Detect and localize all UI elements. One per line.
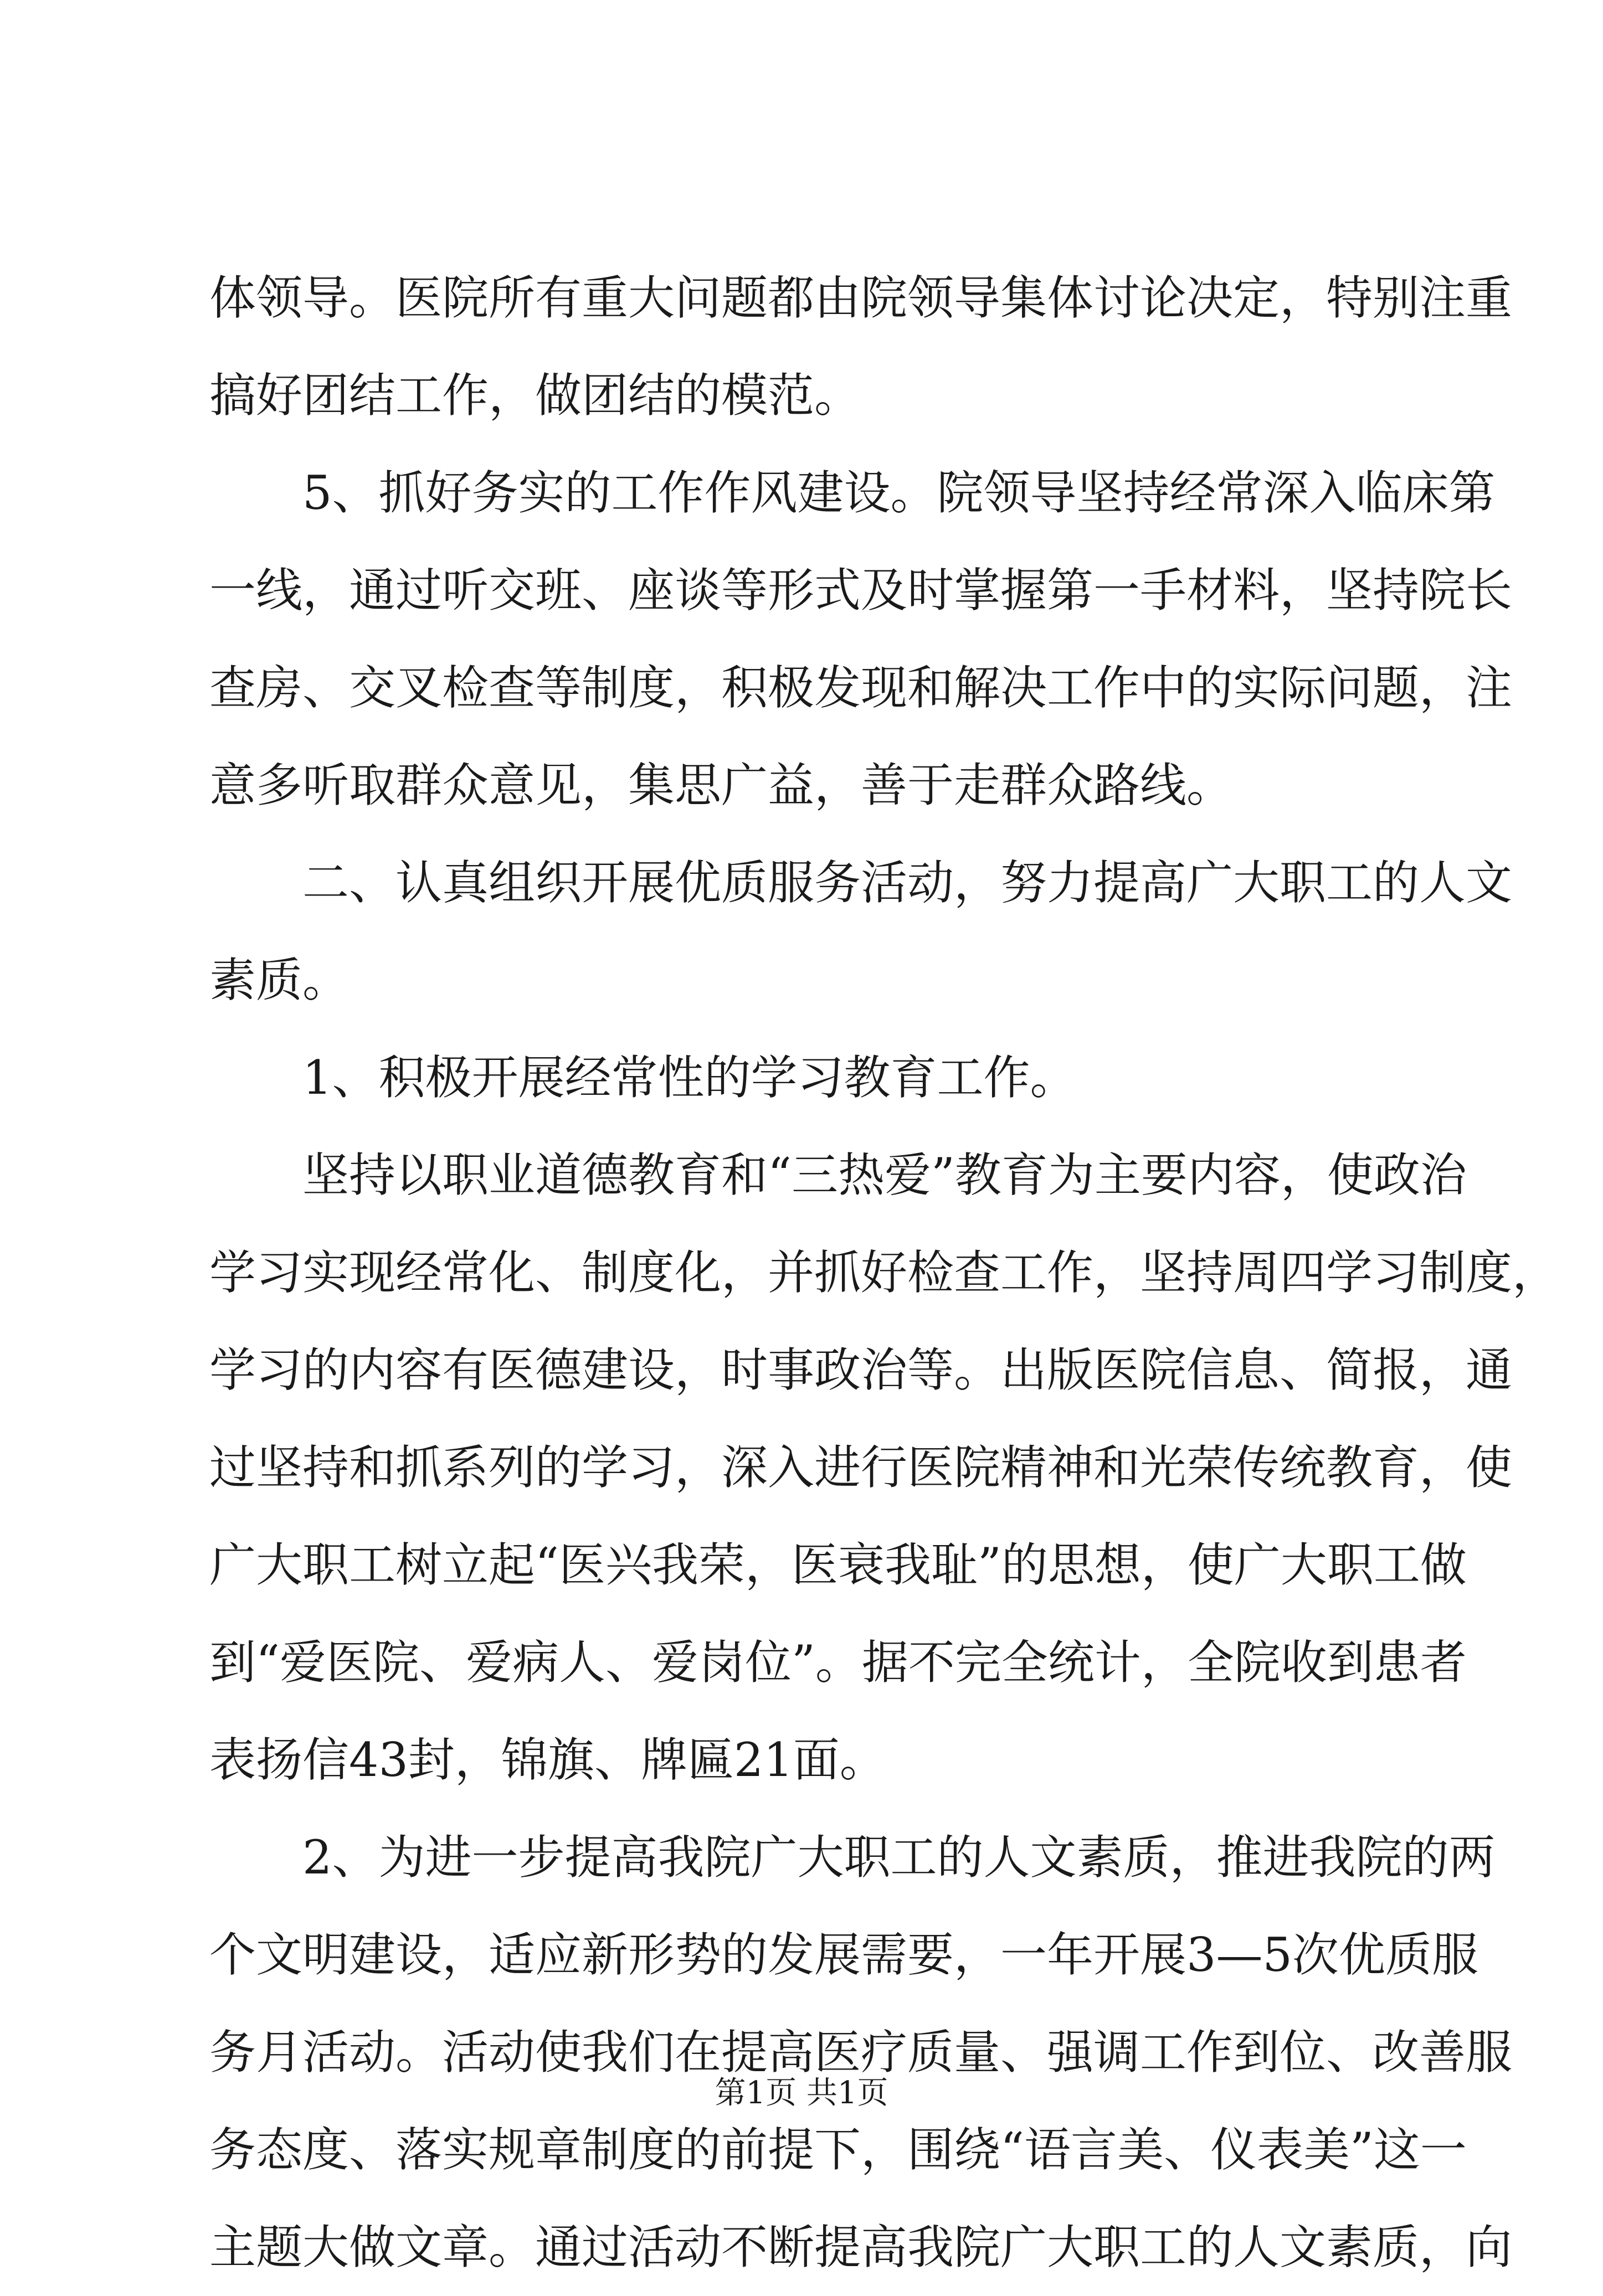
text-line: 二、认真组织开展优质服务活动，努力提高广大职工的人文: [302, 856, 1513, 910]
text-line: 意多听取群众意见，集思广益，善于走群众路线。: [209, 758, 1234, 812]
text-line: 表扬信43封，锦旗、牌匾21面。: [209, 1733, 886, 1787]
text-line: 5、抓好务实的工作作风建设。院领导坚持经常深入临床第: [302, 466, 1496, 520]
text-line: 到“爱医院、爱病人、爱岗位”。据不完全统计，全院收到患者: [209, 1635, 1467, 1690]
text-line: 2、为进一步提高我院广大职工的人文素质，推进我院的两: [302, 1830, 1496, 1885]
text-line: 学习实现经常化、制度化，并抓好检查工作，坚持周四学习制度，: [209, 1245, 1559, 1300]
text-line: 务态度、落实规章制度的前提下，围绕“语言美、仪表美”这一: [209, 2123, 1467, 2177]
text-line: 广大职工树立起“医兴我荣，医衰我耻”的思想，使广大职工做: [209, 1538, 1467, 1592]
text-line: 体领导。医院所有重大问题都由院领导集体讨论决定，特别注重: [209, 271, 1513, 325]
text-line: 搞好团结工作，做团结的模范。: [209, 368, 861, 423]
text-line: 1、积极开展经常性的学习教育工作。: [302, 1051, 1077, 1105]
text-line: 过坚持和抓系列的学习，深入进行医院精神和光荣传统教育，使: [209, 1440, 1513, 1495]
document-body: [209, 249, 1559, 2296]
text-line: 素质。: [209, 953, 350, 1007]
text-line: 一线，通过听交班、座谈等形式及时掌握第一手材料，坚持院长: [209, 563, 1513, 617]
text-line: 务月活动。活动使我们在提高医疗质量、强调工作到位、改善服: [209, 2025, 1513, 2079]
page-footer: 第1页 共1页: [715, 2075, 888, 2111]
text-line: 坚持以职业道德教育和“三热爱”教育为主要内容，使政治: [302, 1148, 1467, 1202]
text-line: 个文明建设，适应新形势的发展需要，一年开展3—5次优质服: [209, 1928, 1478, 1982]
text-line: 学习的内容有医德建设，时事政治等。出版医院信息、简报，通: [209, 1343, 1513, 1397]
text-line: 查房、交叉检查等制度，积极发现和解决工作中的实际问题，注: [209, 661, 1513, 715]
text-line: 主题大做文章。通过活动不断提高我院广大职工的人文素质，向: [209, 2220, 1513, 2274]
